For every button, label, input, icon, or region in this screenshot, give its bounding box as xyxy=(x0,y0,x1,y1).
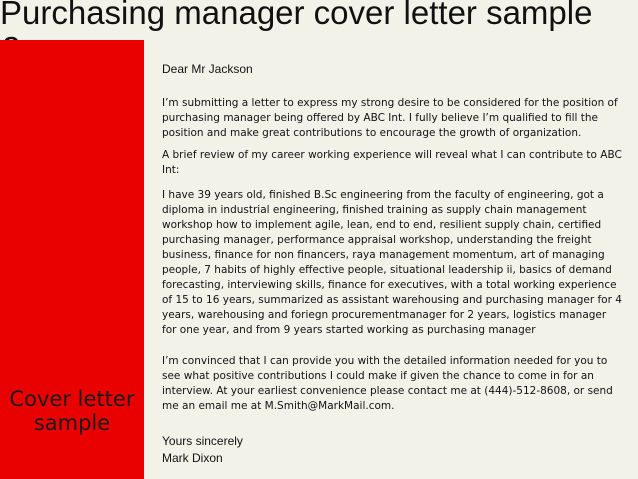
sidebar-label xyxy=(0,387,144,435)
salutation: Dear Mr Jackson xyxy=(162,62,253,76)
paragraph-contact: I’m convinced that I can provide you with the detailed information needed for you to see what positive contributions I could make if given the chance to come in for an interview. At your earliest convenience please contact me at (444)-512-8608, or send me an email me at M.Smith@MarkMail.com. xyxy=(162,355,613,412)
paragraph-intro: I’m submitting a letter to express my strong desire to be considered for the position of purchasing manager being offered by ABC Int. I fully believe I’m qualified to fill the position and make great contributions to encourage the growth of organization. xyxy=(162,97,618,139)
paragraph-review: A brief review of my career working experience will reveal what I can contribute to ABC Int: xyxy=(162,149,622,176)
paragraph-experience: I have 39 years old, finished B.Sc engineering from the faculty of engineering, got a diploma in industrial engineering, finished training as supply chain management workshop how to implement agile, lean, end to end, resilient supply chain, certified purchasing manager, performance appraisal workshop, understanding the freight business, finance for non financers, raya management momentum, art of managing people, 7 habits of highly effective people, situational leadership ii, basics of demand forecasting, interviewing skills, finance for executives, with a total working experience of 15 to 16 years, summarized as assistant warehousing and purchasing manager for 4 years, warehousing and foriegn procurementmanager for 2 years, logistics manager for one year, and from 9 years started working as purchasing manager xyxy=(162,189,622,336)
sidebar-label-line2: sample xyxy=(33,411,111,435)
sidebar-panel xyxy=(0,40,144,479)
signature: Mark Dixon xyxy=(162,451,223,465)
sidebar-label-line1: Cover letter xyxy=(9,387,135,411)
closing: Yours sincerely xyxy=(162,434,243,448)
page-title-line1: Purchasing manager cover letter sample xyxy=(0,0,593,31)
